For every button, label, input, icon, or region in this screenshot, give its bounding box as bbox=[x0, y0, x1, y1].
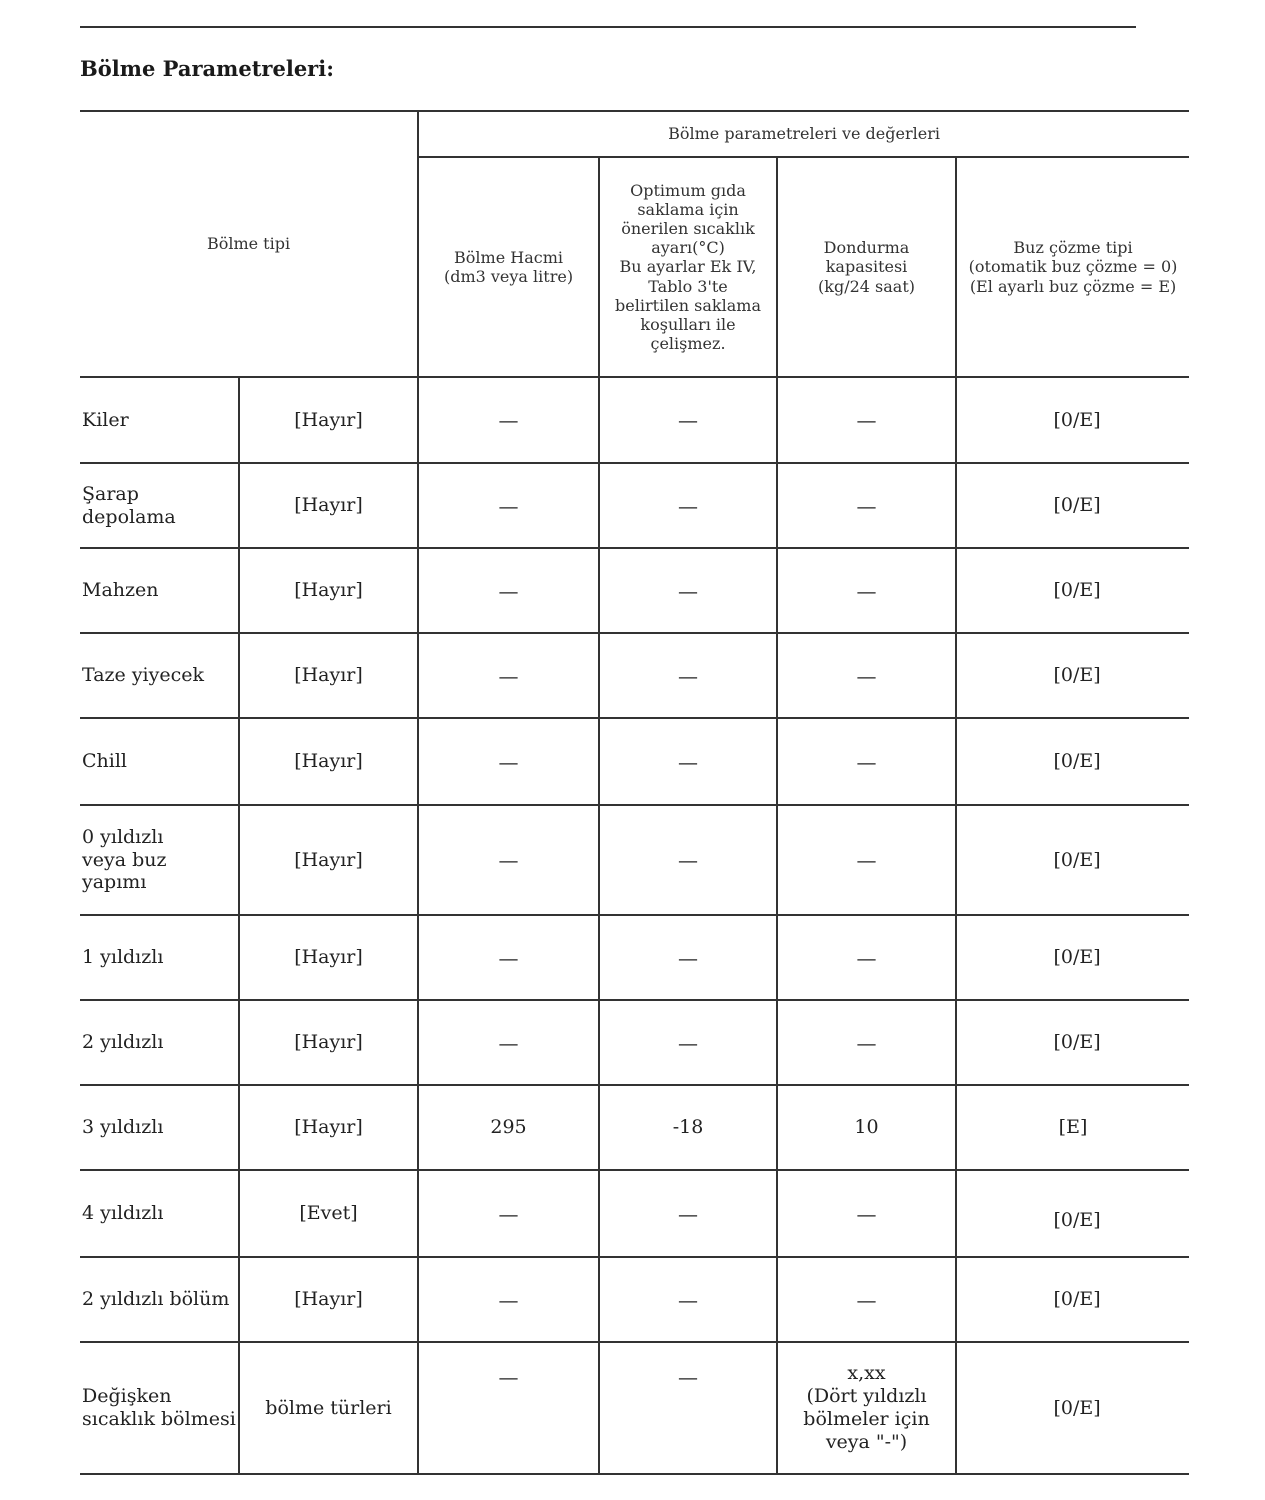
row-flag: bölme türleri bbox=[239, 1342, 418, 1474]
table-row bbox=[80, 1085, 1189, 1170]
row-compartment-name: 1 yıldızlı bbox=[80, 915, 239, 1000]
table-row bbox=[80, 805, 1189, 915]
row-freezing: — bbox=[777, 915, 956, 1000]
row-volume: — bbox=[418, 377, 599, 463]
row-temperature: — bbox=[599, 915, 777, 1000]
header-temperature-line: önerilen sıcaklık bbox=[621, 219, 755, 239]
row-defrost: [0/E] bbox=[956, 548, 1189, 633]
row-compartment-name: 2 yıldızlı bölüm bbox=[80, 1257, 239, 1342]
header-temperature bbox=[599, 157, 777, 377]
row-temperature: — bbox=[599, 1342, 777, 1474]
table-row bbox=[80, 1342, 1189, 1474]
row-temperature: — bbox=[599, 377, 777, 463]
row-defrost: [0/E] bbox=[956, 463, 1189, 548]
compartment-parameters-table bbox=[80, 110, 1189, 1475]
table-row bbox=[80, 1000, 1189, 1085]
header-temperature-line: saklama için bbox=[637, 199, 739, 219]
row-flag: [Hayır] bbox=[239, 1000, 418, 1085]
row-compartment-name: 4 yıldızlı bbox=[80, 1170, 239, 1257]
row-freezing: — bbox=[777, 633, 956, 718]
header-temperature-line: belirtilen saklama bbox=[615, 295, 761, 315]
row-name-line: 0 yıldızlı bbox=[82, 825, 164, 848]
table-row bbox=[80, 463, 1189, 548]
table-row bbox=[80, 718, 1189, 805]
header-temperature-line: çelişmez. bbox=[650, 334, 726, 354]
header-temperature-line: ayarı(°C) bbox=[651, 238, 725, 258]
row-defrost: [0/E] bbox=[956, 1000, 1189, 1085]
row-compartment-name: 2 yıldızlı bbox=[80, 1000, 239, 1085]
row-name-line: Değişken bbox=[82, 1385, 172, 1408]
row-freezing-line: x,xx bbox=[847, 1362, 886, 1385]
row-flag: [Hayır] bbox=[239, 1257, 418, 1342]
row-freezing-line: veya "-") bbox=[825, 1430, 908, 1453]
row-volume: — bbox=[418, 1342, 599, 1474]
row-temperature: — bbox=[599, 1257, 777, 1342]
row-freezing: — bbox=[777, 1000, 956, 1085]
row-volume: 295 bbox=[418, 1085, 599, 1170]
row-defrost: [0/E] bbox=[956, 1257, 1189, 1342]
header-defrost-line: (El ayarlı buz çözme = E) bbox=[969, 276, 1177, 296]
header-temperature-line: Optimum gıda bbox=[630, 180, 746, 200]
row-freezing-line: bölmeler için bbox=[803, 1408, 930, 1430]
header-volume-line: Bölme Hacmi bbox=[454, 247, 563, 267]
header-freezing-capacity bbox=[777, 157, 956, 377]
row-compartment-name: Taze yiyecek bbox=[80, 633, 239, 718]
row-defrost: [0/E] bbox=[956, 1170, 1189, 1257]
table-row bbox=[80, 548, 1189, 633]
table-row bbox=[80, 915, 1189, 1000]
row-temperature: — bbox=[599, 633, 777, 718]
header-volume-line: (dm3 veya litre) bbox=[443, 267, 574, 286]
row-volume: — bbox=[418, 633, 599, 718]
row-defrost: [0/E] bbox=[956, 633, 1189, 718]
row-flag: [Hayır] bbox=[239, 377, 418, 463]
row-temperature: — bbox=[599, 463, 777, 548]
row-volume: — bbox=[418, 805, 599, 915]
row-temperature: -18 bbox=[599, 1085, 777, 1170]
row-flag: [Hayır] bbox=[239, 463, 418, 548]
row-compartment-name: Mahzen bbox=[80, 548, 239, 633]
page-title: Bölme Parametreleri: bbox=[80, 56, 334, 81]
row-volume: — bbox=[418, 1170, 599, 1257]
row-flag: [Hayır] bbox=[239, 805, 418, 915]
header-defrost-type bbox=[956, 157, 1189, 377]
row-volume: — bbox=[418, 718, 599, 805]
row-defrost: [0/E] bbox=[956, 377, 1189, 463]
header-temperature-line: Bu ayarlar Ek IV, bbox=[619, 257, 757, 277]
row-compartment-name: Kiler bbox=[80, 377, 239, 463]
row-freezing: — bbox=[777, 718, 956, 805]
row-freezing: 10 bbox=[777, 1085, 956, 1170]
row-compartment-name: 3 yıldızlı bbox=[80, 1085, 239, 1170]
header-freezing-line: (kg/24 saat) bbox=[818, 276, 915, 296]
table-row bbox=[80, 633, 1189, 718]
row-temperature: — bbox=[599, 718, 777, 805]
header-temperature-line: Tablo 3'te bbox=[648, 276, 728, 296]
row-compartment-name bbox=[80, 805, 239, 915]
row-volume: — bbox=[418, 1000, 599, 1085]
row-flag: [Hayır] bbox=[239, 718, 418, 805]
row-flag: [Hayır] bbox=[239, 548, 418, 633]
header-volume bbox=[418, 157, 599, 377]
row-defrost: [E] bbox=[956, 1085, 1189, 1170]
header-freezing-line: Dondurma bbox=[823, 238, 910, 258]
row-defrost: [0/E] bbox=[956, 1342, 1189, 1474]
row-volume: — bbox=[418, 548, 599, 633]
row-defrost: [0/E] bbox=[956, 805, 1189, 915]
row-freezing: — bbox=[777, 805, 956, 915]
top-rule bbox=[80, 26, 1136, 28]
row-freezing bbox=[777, 1342, 956, 1474]
header-defrost-line: Buz çözme tipi bbox=[1013, 238, 1133, 258]
row-flag: [Hayır] bbox=[239, 915, 418, 1000]
row-flag: [Hayır] bbox=[239, 1085, 418, 1170]
row-name-line: yapımı bbox=[82, 871, 147, 894]
header-parameter-group: Bölme parametreleri ve değerleri bbox=[418, 111, 1189, 157]
row-freezing-line: (Dört yıldızlı bbox=[806, 1385, 927, 1408]
row-freezing: — bbox=[777, 463, 956, 548]
header-temperature-line: koşulları ile bbox=[640, 314, 736, 334]
row-freezing: — bbox=[777, 377, 956, 463]
row-volume: — bbox=[418, 915, 599, 1000]
row-freezing: — bbox=[777, 548, 956, 633]
table-row bbox=[80, 1257, 1189, 1342]
row-temperature: — bbox=[599, 1170, 777, 1257]
row-temperature: — bbox=[599, 805, 777, 915]
row-freezing: — bbox=[777, 1170, 956, 1257]
row-temperature: — bbox=[599, 548, 777, 633]
row-flag: [Evet] bbox=[239, 1170, 418, 1257]
table-row bbox=[80, 377, 1189, 463]
row-freezing: — bbox=[777, 1257, 956, 1342]
row-name-line: veya buz bbox=[82, 848, 167, 871]
row-flag: [Hayır] bbox=[239, 633, 418, 718]
row-compartment-name: Chill bbox=[80, 718, 239, 805]
row-defrost: [0/E] bbox=[956, 718, 1189, 805]
row-temperature: — bbox=[599, 1000, 777, 1085]
header-compartment-type: Bölme tipi bbox=[80, 111, 418, 377]
row-defrost: [0/E] bbox=[956, 915, 1189, 1000]
row-compartment-name: Şarap depolama bbox=[80, 463, 239, 548]
row-name-line: sıcaklık bölmesi bbox=[82, 1408, 236, 1430]
row-compartment-name bbox=[80, 1342, 239, 1474]
table-row bbox=[80, 1170, 1189, 1257]
row-volume: — bbox=[418, 463, 599, 548]
row-volume: — bbox=[418, 1257, 599, 1342]
header-freezing-line: kapasitesi bbox=[825, 257, 908, 277]
header-defrost-line: (otomatik buz çözme = 0) bbox=[968, 257, 1178, 277]
